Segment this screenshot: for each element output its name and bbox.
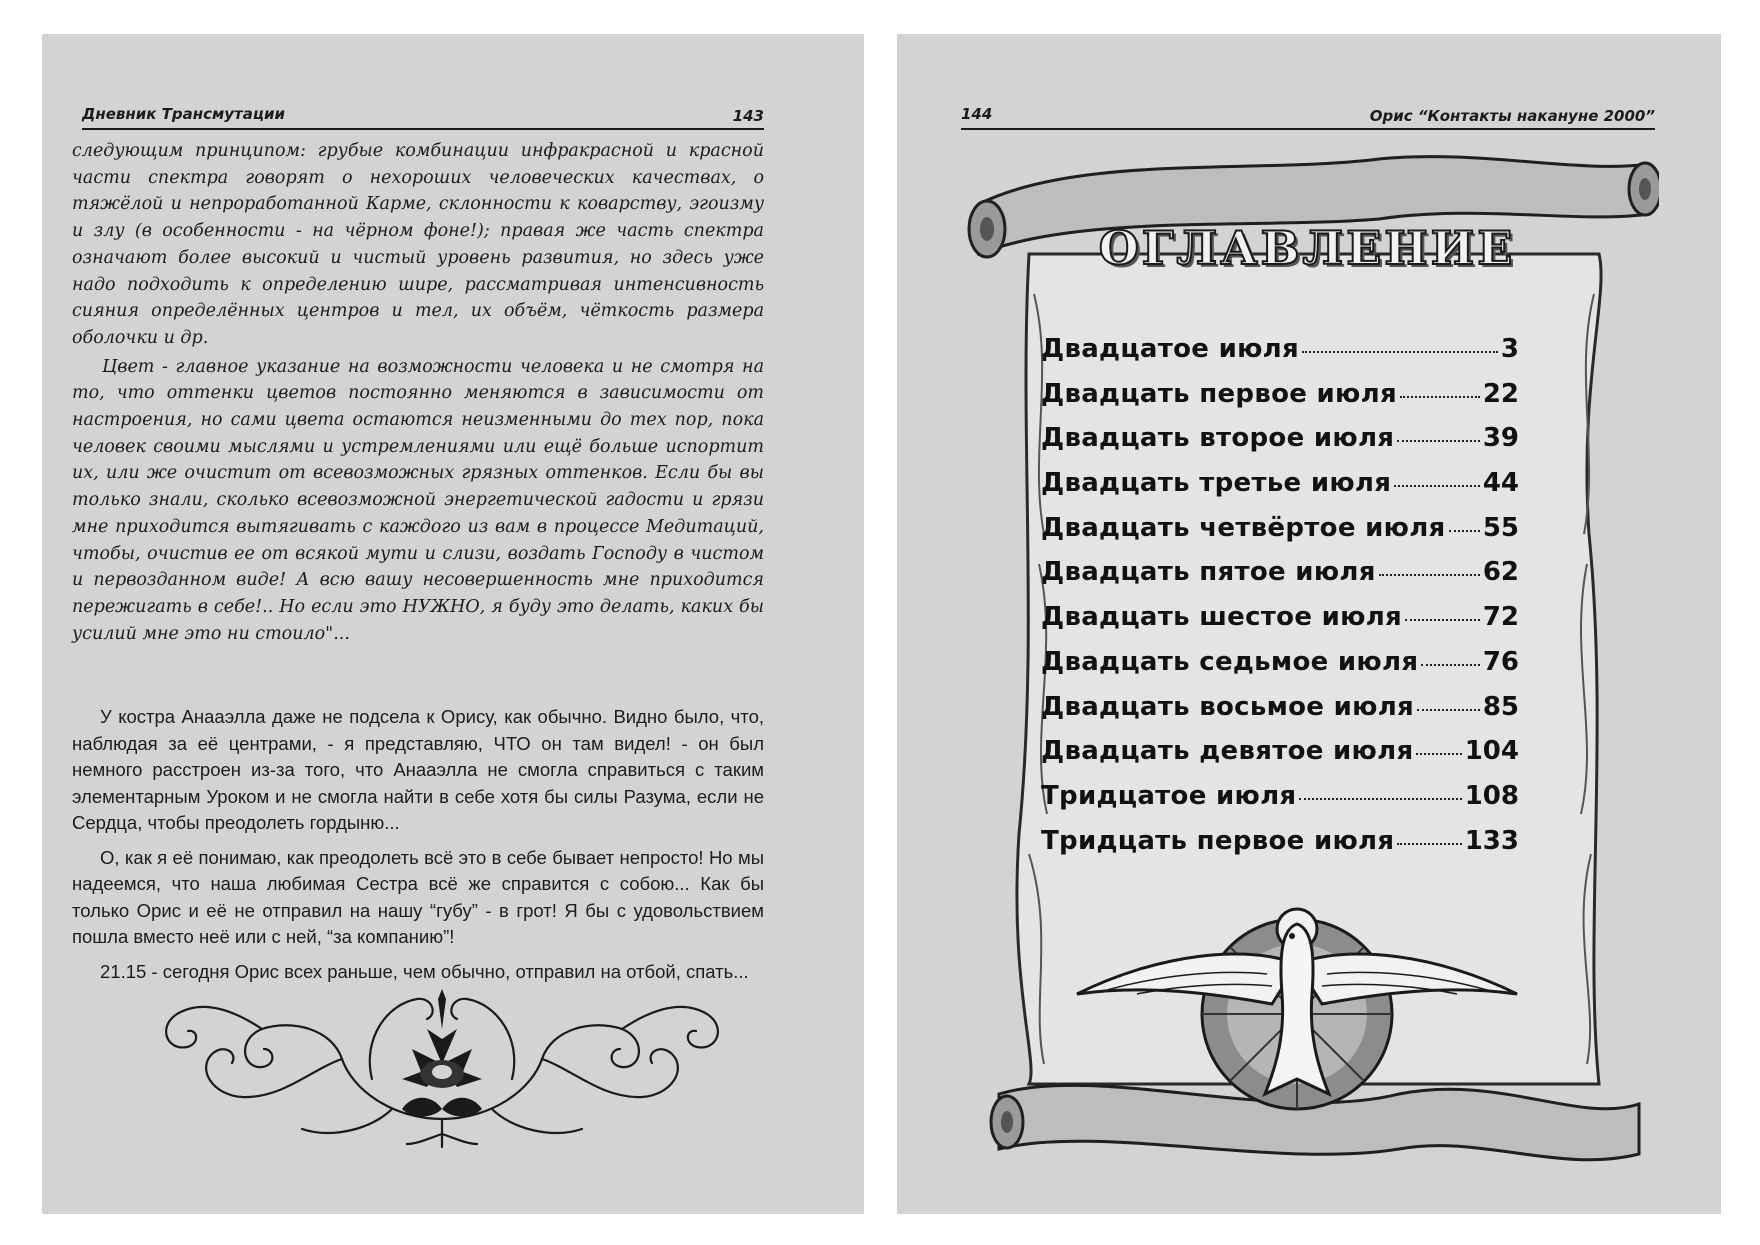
- toc-entry-label: Двадцать шестое июля: [1041, 602, 1403, 633]
- toc-entry-label: Двадцать четвёртое июля: [1041, 512, 1446, 543]
- running-head-title: Орис “Контакты накануне 2000”: [1369, 107, 1655, 125]
- toc-dot-leader: [1417, 709, 1480, 711]
- toc-entry[interactable]: [1041, 334, 1519, 379]
- toc-dot-leader: [1299, 798, 1461, 800]
- toc-dot-leader: [1302, 351, 1498, 353]
- narrative-paragraph: О, как я её понимаю, как преодолеть всё это в себе бывает непросто! Но мы надеемся, что наша любимая Сестра всё же справится с собою... Как бы только Орис и её не отправил на нашу “губу” - в грот! Я бы с удовольствием пошла вместо неё или с ней, “за компанию”!: [72, 846, 764, 947]
- toc-entry-label: Тридцать первое июля: [1041, 825, 1395, 856]
- toc-entry[interactable]: [1041, 826, 1519, 871]
- left-running-head: [82, 104, 764, 130]
- toc-entry-page: 3: [1500, 334, 1519, 364]
- toc-entry[interactable]: [1041, 468, 1519, 513]
- toc-entry[interactable]: [1041, 647, 1519, 692]
- toc-dot-leader: [1397, 843, 1461, 845]
- toc-dot-leader: [1449, 530, 1480, 532]
- toc-entry-label: Двадцать третье июля: [1041, 468, 1392, 499]
- toc-entry[interactable]: [1041, 423, 1519, 468]
- toc-entry-page: 44: [1482, 468, 1519, 499]
- table-of-contents: [1041, 334, 1519, 870]
- toc-entry-label: Двадцатое июля: [1041, 334, 1300, 364]
- toc-dot-leader: [1400, 396, 1480, 398]
- toc-entry[interactable]: [1041, 513, 1519, 558]
- right-running-head: [961, 104, 1655, 130]
- toc-entry-label: Двадцать второе июля: [1041, 423, 1395, 454]
- toc-entry-page: 133: [1464, 825, 1519, 856]
- toc-entry-page: 22: [1482, 378, 1519, 409]
- left-page: [42, 34, 864, 1214]
- toc-entry-label: Двадцать восьмое июля: [1041, 691, 1415, 722]
- toc-entry-page: 85: [1482, 691, 1519, 722]
- toc-entry[interactable]: [1041, 602, 1519, 647]
- toc-entry-label: Двадцать пятое июля: [1041, 557, 1376, 588]
- floral-ornament-illustration: [142, 969, 742, 1149]
- narrative-block: [72, 704, 764, 993]
- italic-quote-block: [72, 138, 764, 647]
- toc-entry-page: 55: [1482, 512, 1519, 543]
- toc-dot-leader: [1421, 664, 1479, 666]
- toc-entry[interactable]: [1041, 692, 1519, 737]
- toc-entry-label: Двадцать седьмое июля: [1041, 646, 1419, 677]
- toc-entry-page: 62: [1482, 557, 1519, 588]
- toc-entry-page: 76: [1482, 646, 1519, 677]
- toc-entry-page: 108: [1464, 780, 1519, 811]
- toc-entry-page: 72: [1482, 602, 1519, 633]
- toc-dot-leader: [1405, 619, 1480, 621]
- running-head-title: Дневник Трансмутации: [82, 105, 286, 123]
- toc-entry[interactable]: [1041, 736, 1519, 781]
- dove-illustration: [1067, 884, 1527, 1124]
- narrative-paragraph: У костра Анааэлла даже не подсела к Орису, как обычно. Видно было, что, наблюдая за её центрами, - я представляю, ЧТО он там видел! - он был немного расстроен из-за того, что Анааэлла не смогла справиться с таким элементарным Уроком и не смогла найти в себе хотя бы силы Разума, если не Сердца, чтобы преодолеть гордыню...: [72, 706, 764, 833]
- toc-dot-leader: [1397, 440, 1480, 442]
- narrative-paragraph: 21.15 - сегодня Орис всех раньше, чем обычно, отправил на отбой, спать...: [100, 960, 749, 982]
- toc-entry-label: Тридцатое июля: [1041, 780, 1297, 811]
- toc-entry[interactable]: [1041, 379, 1519, 424]
- toc-entry[interactable]: [1041, 781, 1519, 826]
- right-page: [897, 34, 1721, 1214]
- toc-heading: ОГЛАВЛЕНИЕ: [1098, 221, 1516, 275]
- italic-paragraph: Цвет - главное указание на возможности человека и не смотря на то, что оттенки цветов постоянно меняются в зависимости от настроения, но сами цвета остаются неизменными до тех пор, пока человек своими мыслями и устремлениями или ещё больше испортит их, или же очистит от всевозможных грязных оттенков. Если бы вы только знали, сколько всевозможной энергетической гадости и грязи мне приходится вытягивать с каждого из вам в процессе Медитаций, чтобы, очистив ее от всякой мути и слизи, воздать Господу в чистом и первозданном виде! А всю вашу несовершенность мне приходится пережигать в себе!.. Но если это НУЖНО, я буду это делать, каких бы усилий мне это ни стоило"...: [72, 356, 764, 644]
- toc-dot-leader: [1379, 574, 1480, 576]
- italic-paragraph: следующим принципом: грубые комбинации инфракрасной и красной части спектра говорят о нехороших человеческих качествах, о тяжёлой и непроработанной Карме, склонности к коварству, эгоизму и злу (в особенности - на чёрном фоне!); правая же часть спектра означают более высокий и чистый уровень развития, но здесь уже надо подходить к определению шире, рассматривая интенсивность сияния определённых центров и тел, их объём, чёткость размера оболочки и др.: [72, 141, 764, 348]
- toc-dot-leader: [1394, 485, 1480, 487]
- page-number: 144: [961, 105, 993, 123]
- toc-entry-label: Двадцать первое июля: [1041, 378, 1397, 409]
- toc-entry-page: 104: [1464, 736, 1519, 767]
- toc-entry-page: 39: [1482, 423, 1519, 454]
- toc-entry-label: Двадцать девятое июля: [1041, 736, 1414, 767]
- toc-entry[interactable]: [1041, 557, 1519, 602]
- toc-dot-leader: [1416, 753, 1461, 755]
- page-number: 143: [732, 107, 764, 125]
